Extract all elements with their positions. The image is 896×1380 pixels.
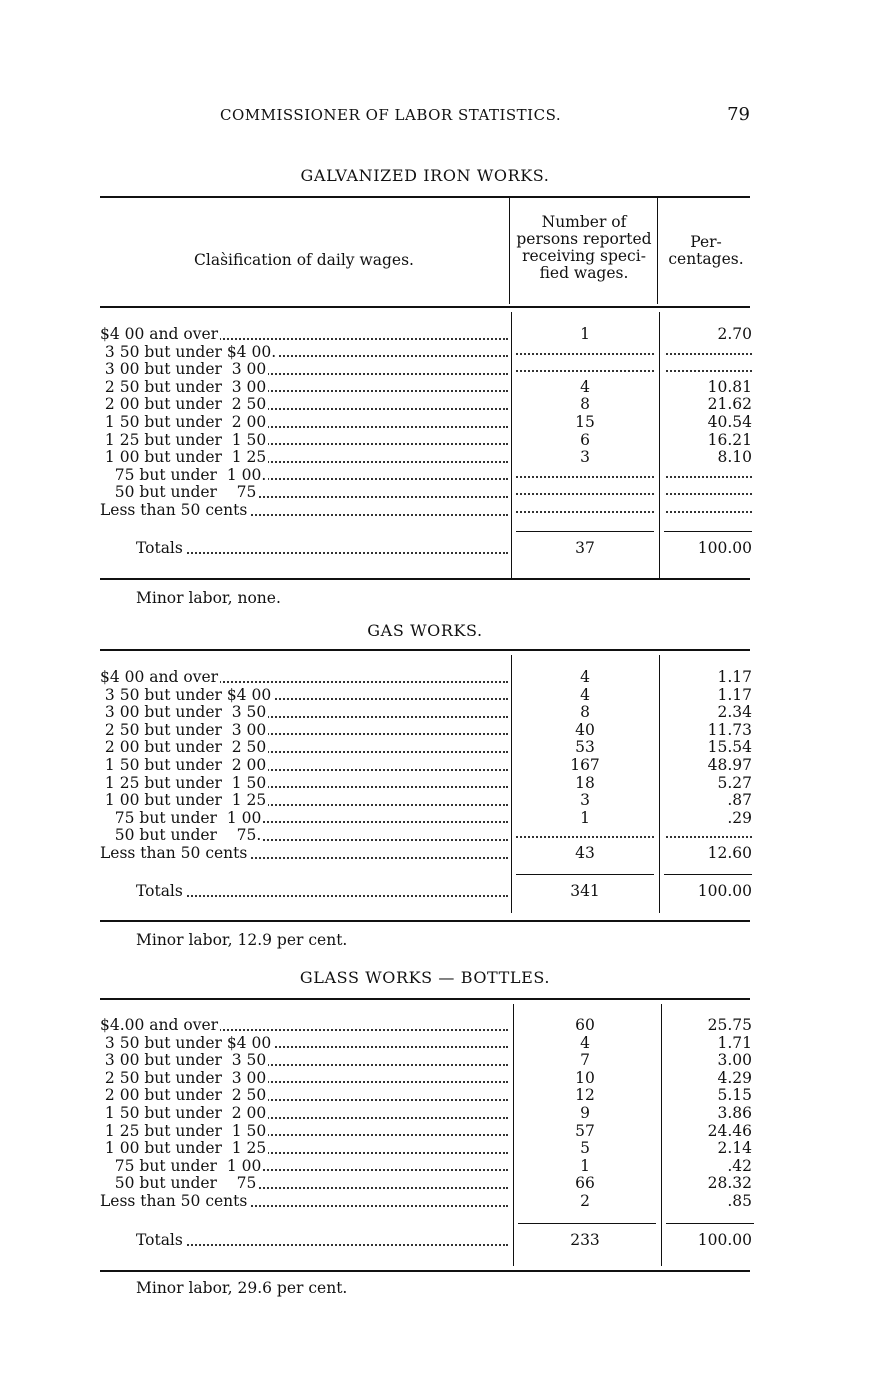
empty-dot-leader [666, 509, 752, 513]
table-row [100, 484, 756, 502]
wage-class-cell [100, 1070, 508, 1088]
table-row [100, 775, 756, 793]
wage-class-label: 50 but under 75. [100, 827, 262, 845]
percentage: 4.29 [717, 1068, 752, 1087]
wage-class-cell [100, 414, 508, 432]
column-header-classification: Clas̀ification of daily wages. [194, 251, 414, 269]
wage-class-label: 3 00 but under 3 50 [100, 1052, 267, 1070]
persons-count: 1 [580, 325, 590, 343]
percentage: 5.15 [717, 1086, 752, 1105]
wage-class-cell [100, 757, 508, 775]
persons-count: 12 [575, 1086, 595, 1105]
totals-percentage: 100.00 [697, 539, 752, 557]
empty-dot-leader [516, 491, 654, 495]
wage-class-cell [100, 845, 508, 863]
wage-class-label: 1 25 but under 1 50 [100, 1122, 267, 1140]
wage-class-cell [100, 704, 508, 722]
persons-count [512, 467, 658, 485]
table-row [100, 1035, 756, 1053]
wage-class-label: $4 00 and over [100, 326, 219, 343]
totals-label: Totals [136, 1231, 186, 1249]
persons-count: 6 [580, 430, 590, 449]
table-row [100, 669, 756, 687]
table-row [100, 1123, 756, 1141]
wage-class-label: 3 00 but under 3 00 [100, 361, 267, 379]
wage-class-cell [100, 827, 508, 845]
empty-dot-leader [666, 351, 752, 355]
percentage: 48.97 [707, 755, 752, 774]
persons-count: 43 [575, 843, 595, 862]
wage-class-cell [100, 1158, 508, 1176]
wage-class-label: 75 but under 1 00 [100, 809, 262, 827]
persons-count: 8 [580, 395, 590, 414]
table-row [100, 467, 756, 485]
persons-count: 1 [580, 808, 590, 827]
percentage: .29 [727, 808, 752, 827]
persons-count [512, 827, 658, 845]
table-row [100, 757, 756, 775]
wage-class-cell [100, 396, 508, 414]
table-row [100, 1140, 756, 1158]
empty-dot-leader [516, 368, 654, 372]
persons-count: 53 [575, 738, 595, 757]
persons-count: 66 [575, 1174, 595, 1193]
percentage: 40.54 [707, 412, 752, 431]
wage-class-cell [100, 1052, 508, 1070]
percentage [662, 344, 752, 362]
totals-number: 341 [570, 882, 600, 900]
wage-class-cell [100, 1175, 508, 1193]
wage-class-cell [100, 432, 508, 450]
wage-class-label: $4.00 and over [100, 1017, 219, 1034]
percentage: .87 [727, 791, 752, 810]
wage-class-label: 75 but under 1 00 [100, 1157, 262, 1175]
wage-class-label: 2 00 but under 2 50 [100, 396, 267, 414]
sum-rule [516, 531, 654, 532]
percentage: 3.00 [717, 1051, 752, 1070]
empty-dot-leader [516, 351, 654, 355]
wage-class-cell [100, 1105, 508, 1123]
persons-count: 5 [580, 1139, 590, 1158]
header-rule [100, 306, 750, 308]
wage-class-label: 1 25 but under 1 50 [100, 774, 267, 792]
persons-count: 4 [580, 1033, 590, 1052]
minor-labor-note: Minor labor, none. [136, 589, 281, 607]
wage-class-cell [100, 1193, 508, 1211]
table-row [100, 379, 756, 397]
wage-class-label: 2 50 but under 3 00 [100, 378, 267, 396]
persons-count: 15 [575, 412, 595, 431]
wage-class-cell [100, 1035, 508, 1053]
table-title-gas: GAS WORKS. [367, 621, 483, 640]
table-row [100, 1087, 756, 1105]
table-title-galvanized: GALVANIZED IRON WORKS. [300, 166, 550, 185]
percentage [662, 827, 752, 845]
persons-count: 4 [580, 685, 590, 704]
wage-class-cell [100, 810, 508, 828]
wage-class-label: 50 but under 75 [100, 484, 257, 502]
table-row [100, 810, 756, 828]
wage-class-label: 2 50 but under 3 00 [100, 1069, 267, 1087]
percentage: 1.17 [717, 685, 752, 704]
wage-class-label: 2 00 but under 2 50 [100, 1087, 267, 1105]
table-row [100, 1105, 756, 1123]
percentage: 2.70 [717, 325, 752, 343]
table-row [100, 1175, 756, 1193]
wage-class-label: 1 50 but under 2 00 [100, 1104, 267, 1122]
persons-count [512, 484, 658, 502]
column-header-number-line: persons reported [516, 230, 652, 248]
persons-count: 4 [580, 668, 590, 686]
persons-count: 8 [580, 703, 590, 722]
running-head-title: COMMISSIONER OF LABOR STATISTICS. [220, 106, 562, 124]
wage-class-label: 3 50 but under $4 00. [100, 343, 277, 361]
table-row [100, 396, 756, 414]
percentage: 1.17 [717, 668, 752, 686]
wage-class-cell [100, 669, 508, 687]
persons-count: 3 [580, 448, 590, 467]
persons-count: 57 [575, 1121, 595, 1140]
wage-class-cell [100, 792, 508, 810]
percentage [662, 467, 752, 485]
totals-label: Totals [136, 882, 186, 900]
wage-class-label: 1 00 but under 1 25 [100, 1140, 267, 1158]
table-row [100, 739, 756, 757]
totals-row [100, 1230, 756, 1250]
totals-percentage: 100.00 [697, 882, 752, 900]
empty-dot-leader [666, 834, 752, 838]
percentage: 28.32 [707, 1174, 752, 1193]
table-top-rule [100, 649, 750, 651]
percentage [662, 484, 752, 502]
table-top-rule [100, 196, 750, 198]
table-row [100, 1052, 756, 1070]
persons-count: 4 [580, 377, 590, 396]
wage-class-cell [100, 467, 508, 485]
wage-class-cell [100, 449, 508, 467]
wage-class-label: 50 but under 75 [100, 1175, 257, 1193]
wage-class-cell [100, 502, 508, 520]
sum-rule [664, 531, 752, 532]
persons-count: 7 [580, 1051, 590, 1070]
wage-class-cell [100, 484, 508, 502]
percentage: 5.27 [717, 773, 752, 792]
percentage: 11.73 [707, 720, 752, 739]
table-row [100, 344, 756, 362]
table-row [100, 1158, 756, 1176]
totals-row [100, 538, 756, 558]
table-row [100, 704, 756, 722]
column-header-percentages [660, 234, 752, 268]
table-body-galvanized [100, 326, 756, 520]
table-row [100, 1017, 756, 1035]
empty-dot-leader [516, 474, 654, 478]
persons-count: 10 [575, 1068, 595, 1087]
empty-dot-leader [516, 509, 654, 513]
wage-class-cell [100, 722, 508, 740]
running-head [220, 106, 750, 128]
sum-rule [516, 874, 654, 875]
wage-class-cell [100, 1017, 508, 1035]
column-divider [509, 198, 510, 304]
table-row [100, 827, 756, 845]
percentage: 25.75 [707, 1016, 752, 1034]
sum-rule [666, 1223, 754, 1224]
persons-count: 167 [570, 755, 600, 774]
persons-count [512, 361, 658, 379]
wage-class-cell [100, 326, 508, 344]
percentage: 2.14 [717, 1139, 752, 1158]
table-row [100, 1070, 756, 1088]
percentage: .42 [727, 1156, 752, 1175]
table-row [100, 845, 756, 863]
percentage: 10.81 [707, 377, 752, 396]
wage-class-cell [100, 687, 508, 705]
wage-class-cell [100, 1123, 508, 1141]
table-body-glass-bottles [100, 1017, 756, 1211]
persons-count: 2 [580, 1191, 590, 1210]
table-bottom-rule [100, 1270, 750, 1272]
wage-class-cell [100, 379, 508, 397]
wage-class-cell [100, 775, 508, 793]
wage-class-cell [100, 344, 508, 362]
persons-count: 60 [575, 1016, 595, 1034]
wage-class-label: 3 00 but under 3 50 [100, 704, 267, 722]
wage-class-label: 3 50 but under $4 00 [100, 1034, 272, 1052]
persons-count: 40 [575, 720, 595, 739]
table-row [100, 722, 756, 740]
totals-number: 233 [570, 1231, 600, 1249]
table-body-gas [100, 669, 756, 863]
table-row [100, 792, 756, 810]
wage-class-label: Less than 50 cents [100, 501, 248, 519]
column-header-number [510, 214, 658, 282]
column-header-pct-line: Per- [690, 233, 722, 251]
wage-class-cell [100, 739, 508, 757]
wage-class-label: 1 00 but under 1 25 [100, 449, 267, 467]
persons-count: 18 [575, 773, 595, 792]
wage-class-label: Less than 50 cents [100, 844, 248, 862]
wage-class-label: 1 25 but under 1 50 [100, 431, 267, 449]
totals-percentage: 100.00 [697, 1231, 752, 1249]
table-row [100, 687, 756, 705]
percentage: 1.71 [717, 1033, 752, 1052]
persons-count [512, 344, 658, 362]
column-header-pct-line: centages. [668, 250, 744, 268]
table-row [100, 414, 756, 432]
column-header-number-line: Number of [541, 213, 627, 231]
table-bottom-rule [100, 920, 750, 922]
page-number: 79 [727, 104, 750, 125]
percentage: 21.62 [707, 395, 752, 414]
wage-class-label: 2 00 but under 2 50 [100, 739, 267, 757]
table-top-rule [100, 998, 750, 1000]
minor-labor-note: Minor labor, 12.9 per cent. [136, 931, 348, 949]
wage-class-label: 1 00 but under 1 25 [100, 792, 267, 810]
totals-row [100, 881, 756, 901]
percentage: 3.86 [717, 1103, 752, 1122]
table-bottom-rule [100, 578, 750, 580]
percentage: 8.10 [717, 448, 752, 467]
table-row [100, 502, 756, 520]
empty-dot-leader [666, 491, 752, 495]
wage-class-label: 1 50 but under 2 00 [100, 756, 267, 774]
column-header-number-line: fied wages. [539, 264, 629, 282]
persons-count [512, 502, 658, 520]
percentage: 15.54 [707, 738, 752, 757]
sum-rule [664, 874, 752, 875]
empty-dot-leader [666, 474, 752, 478]
wage-class-label: 2 50 but under 3 00 [100, 721, 267, 739]
table-row [100, 326, 756, 344]
totals-label: Totals [136, 539, 186, 557]
sum-rule [518, 1223, 656, 1224]
wage-class-label: Less than 50 cents [100, 1192, 248, 1210]
minor-labor-note: Minor labor, 29.6 per cent. [136, 1279, 348, 1297]
empty-dot-leader [516, 834, 654, 838]
percentage: 24.46 [707, 1121, 752, 1140]
persons-count: 1 [580, 1156, 590, 1175]
table-row [100, 432, 756, 450]
percentage [662, 361, 752, 379]
wage-class-label: 75 but under 1 00. [100, 466, 267, 484]
column-header-number-line: receiving speci- [522, 247, 646, 265]
wage-class-label: 3 50 but under $4 00 [100, 686, 272, 704]
table-row [100, 361, 756, 379]
persons-count: 9 [580, 1103, 590, 1122]
table-row [100, 1193, 756, 1211]
percentage: .85 [727, 1191, 752, 1210]
wage-class-cell [100, 1140, 508, 1158]
percentage: 16.21 [707, 430, 752, 449]
percentage: 12.60 [707, 843, 752, 862]
persons-count: 3 [580, 791, 590, 810]
table-row [100, 449, 756, 467]
empty-dot-leader [666, 368, 752, 372]
totals-number: 37 [575, 539, 595, 557]
percentage: 2.34 [717, 703, 752, 722]
wage-class-label: 1 50 but under 2 00 [100, 413, 267, 431]
table-title-glass-bottles: GLASS WORKS — BOTTLES. [299, 968, 551, 987]
wage-class-cell [100, 1087, 508, 1105]
wage-class-cell [100, 361, 508, 379]
wage-class-label: $4 00 and over [100, 669, 219, 686]
column-divider [657, 198, 658, 304]
percentage [662, 502, 752, 520]
